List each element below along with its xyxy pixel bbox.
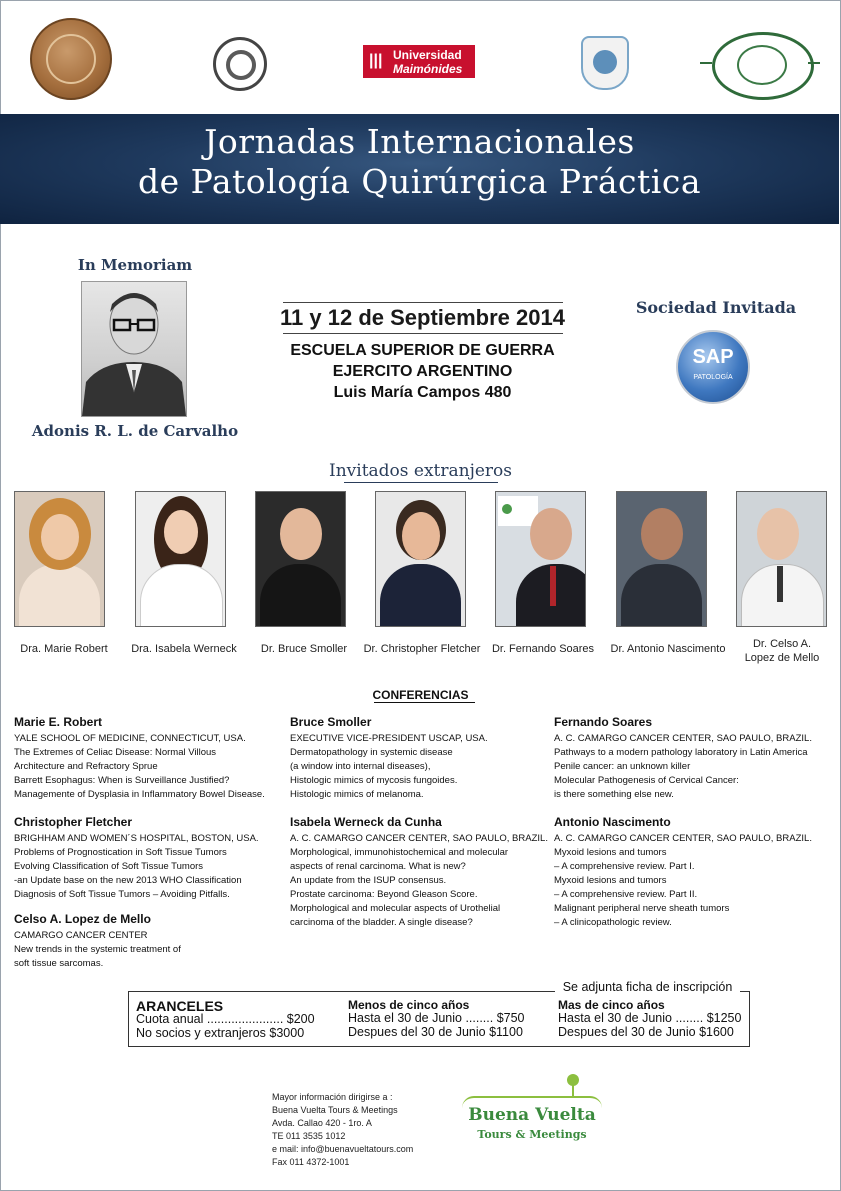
- speaker-line: Prostate carcinoma: Beyond Gleason Score.: [290, 889, 478, 900]
- univ-logo-line1: Universidad: [393, 48, 462, 62]
- speaker-line: – A clinicopathologic review.: [554, 917, 672, 928]
- date-rule-bottom: [283, 333, 563, 334]
- speaker-line: Dermatopathology in systemic disease: [290, 747, 453, 758]
- speaker-line: Pathways to a modern pathology laboratory in Latin America: [554, 747, 808, 758]
- guest-name: Dr. Fernando Soares: [491, 643, 595, 655]
- sap-society-logo: [676, 330, 750, 404]
- guest-name: Dra. Isabela Werneck: [131, 643, 237, 655]
- speaker-line: Problems of Prognostication in Soft Tissue Tumors: [14, 847, 227, 858]
- speaker-line: Molecular Pathogenesis of Cervical Cancer:: [554, 775, 739, 786]
- fees-title: Menos de cinco años: [348, 998, 470, 1012]
- pathology-academy-logo: [712, 32, 814, 100]
- registration-note: Se adjunta ficha de inscripción: [555, 980, 740, 994]
- fees-title: Mas de cinco años: [558, 998, 665, 1012]
- speaker-line: CAMARGO CANCER CENTER: [14, 930, 148, 941]
- conferences-heading: CONFERENCIAS: [372, 688, 469, 702]
- banner-title-line2: de Patología Quirúrgica Práctica: [137, 162, 702, 201]
- speaker-line: Histologic mimics of melanoma.: [290, 789, 424, 800]
- speaker-line: EXECUTIVE VICE-PRESIDENT USCAP, USA.: [290, 733, 488, 744]
- conferences-heading-underline: [374, 702, 475, 703]
- speaker-line: Architecture and Refractory Sprue: [14, 761, 158, 772]
- speaker-line: Malignant peripheral nerve sheath tumors: [554, 903, 730, 914]
- guest-photo: [255, 491, 346, 627]
- speaker-line: (a window into internal diseases),: [290, 761, 431, 772]
- fee-line: Cuota anual ...................... $200: [136, 1012, 315, 1026]
- logo-line-left: [700, 62, 712, 64]
- speaker-line: Penile cancer: an unknown killer: [554, 761, 691, 772]
- guest-name: Dr. Antonio Nascimento: [610, 643, 726, 655]
- shield-crest-logo: [581, 36, 629, 90]
- guest-photo: [495, 491, 586, 627]
- speaker-name: Bruce Smoller: [290, 715, 372, 729]
- speaker-line: Diagnosis of Soft Tissue Tumors – Avoiding Pitfalls.: [14, 889, 230, 900]
- speaker-line: Myxoid lesions and tumors: [554, 847, 667, 858]
- speaker-line: The Extremes of Celiac Disease: Normal Villous: [14, 747, 217, 758]
- guest-photo: [375, 491, 466, 627]
- brand-logo-subtitle: Tours & Meetings: [477, 1128, 587, 1141]
- guest-photo: [616, 491, 707, 627]
- guests-heading: Invitados extranjeros: [328, 461, 513, 481]
- speaker-line: A. C. CAMARGO CANCER CENTER, SAO PAULO, BRAZIL.: [554, 733, 812, 744]
- guest-name: Dra. Marie Robert: [20, 643, 108, 655]
- speaker-name: Celso A. Lopez de Mello: [14, 912, 151, 926]
- speaker-line: A. C. CAMARGO CANCER CENTER, SAO PAULO, BRAZIL.: [290, 833, 548, 844]
- contact-line: Avda. Callao 420 - 1ro. A: [272, 1118, 372, 1128]
- banner-title-line1: Jornadas Internacionales: [204, 122, 635, 161]
- speaker-line: Barrett Esophagus: When is Surveillance Justified?: [14, 775, 230, 786]
- academy-seal-logo: [30, 18, 112, 100]
- speaker-line: – A comprehensive review. Part II.: [554, 889, 698, 900]
- venue-address: Luis María Campos 480: [333, 384, 512, 401]
- hospital-seal-logo: [213, 37, 267, 91]
- fee-line: No socios y extranjeros $3000: [136, 1026, 305, 1040]
- speaker-line: Evolving Classification of Soft Tissue Tumors: [14, 861, 204, 872]
- sap-logo-text: SAP: [692, 346, 734, 368]
- contact-email[interactable]: e mail: info@buenavueltatours.com: [272, 1144, 414, 1154]
- speaker-line: Myxoid lesions and tumors: [554, 875, 667, 886]
- contact-line: TE 011 3535 1012: [272, 1131, 346, 1141]
- speaker-line: Managemente of Dysplasia in Inflammatory Bowel Disease.: [14, 789, 265, 800]
- univ-logo-line2: Maimónides: [393, 62, 463, 76]
- brand-logo-title: Buena Vuelta: [468, 1105, 596, 1125]
- memoriam-photo: [81, 281, 187, 417]
- date-rule-top: [283, 302, 563, 303]
- speaker-line: A. C. CAMARGO CANCER CENTER, SAO PAULO, BRAZIL.: [554, 833, 812, 844]
- guest-name: Dr. Celso A.: [752, 638, 812, 650]
- speaker-line: is there something else new.: [554, 789, 674, 800]
- speaker-line: YALE SCHOOL OF MEDICINE, CONNECTICUT, USA.: [14, 733, 246, 744]
- speaker-line: soft tissue sarcomas.: [14, 958, 104, 969]
- speaker-name: Marie E. Robert: [14, 715, 103, 729]
- speaker-name: Antonio Nascimento: [554, 815, 671, 829]
- fee-line: Hasta el 30 de Junio ........ $750: [348, 1011, 525, 1025]
- guest-photo: [14, 491, 105, 627]
- venue-line2: EJERCITO ARGENTINO: [332, 363, 513, 380]
- speaker-line: BRIGHHAM AND WOMEN´S HOSPITAL, BOSTON, USA.: [14, 833, 259, 844]
- memoriam-name: Adonis R. L. de Carvalho: [31, 422, 239, 440]
- speaker-line: New trends in the systemic treatment of: [14, 944, 181, 955]
- event-date: 11 y 12 de Septiembre 2014: [280, 305, 565, 330]
- speaker-name: Isabela Werneck da Cunha: [290, 815, 442, 829]
- speaker-line: aspects of renal carcinoma. What is new?: [290, 861, 466, 872]
- venue-line1: ESCUELA SUPERIOR DE GUERRA: [290, 342, 555, 359]
- guests-heading-underline: [344, 482, 498, 483]
- universidad-maimonides-logo: [363, 45, 475, 78]
- speaker-line: -an Update base on the new 2013 WHO Classification: [14, 875, 242, 886]
- speaker-name: Fernando Soares: [554, 715, 653, 729]
- guest-name: Lopez de Mello: [744, 652, 820, 664]
- guest-photo: [135, 491, 226, 627]
- fee-line: Despues del 30 de Junio $1600: [558, 1025, 734, 1039]
- contact-line: Fax 011 4372-1001: [272, 1157, 350, 1167]
- memoriam-heading: In Memoriam: [77, 256, 193, 274]
- guest-name: Dr. Bruce Smoller: [260, 643, 348, 655]
- fees-title: ARANCELES: [136, 998, 224, 1014]
- speaker-line: An update from the ISUP consensus.: [290, 875, 447, 886]
- speaker-line: Morphological and molecular aspects of Urothelial: [290, 903, 501, 914]
- speaker-line: carcinoma of the bladder. A single disease?: [290, 917, 473, 928]
- contact-line: Mayor información dirigirse a :: [272, 1092, 393, 1102]
- speaker-name: Christopher Fletcher: [14, 815, 133, 829]
- university-emblem-icon: |||: [369, 52, 383, 69]
- invited-society-heading: Sociedad Invitada: [635, 298, 797, 317]
- speaker-line: Histologic mimics of mycosis fungoides.: [290, 775, 458, 786]
- guest-name: Dr. Christopher Fletcher: [363, 643, 481, 655]
- logo-line-right: [808, 62, 820, 64]
- fee-line: Despues del 30 de Junio $1100: [348, 1025, 523, 1039]
- speaker-line: – A comprehensive review. Part I.: [554, 861, 695, 872]
- sap-logo-sub: PATOLOGÍA: [693, 374, 733, 381]
- fee-line: Hasta el 30 de Junio ........ $1250: [558, 1011, 742, 1025]
- speaker-line: Morphological, immunohistochemical and molecular: [290, 847, 509, 858]
- guest-photo: [736, 491, 827, 627]
- contact-line: Buena Vuelta Tours & Meetings: [272, 1105, 398, 1115]
